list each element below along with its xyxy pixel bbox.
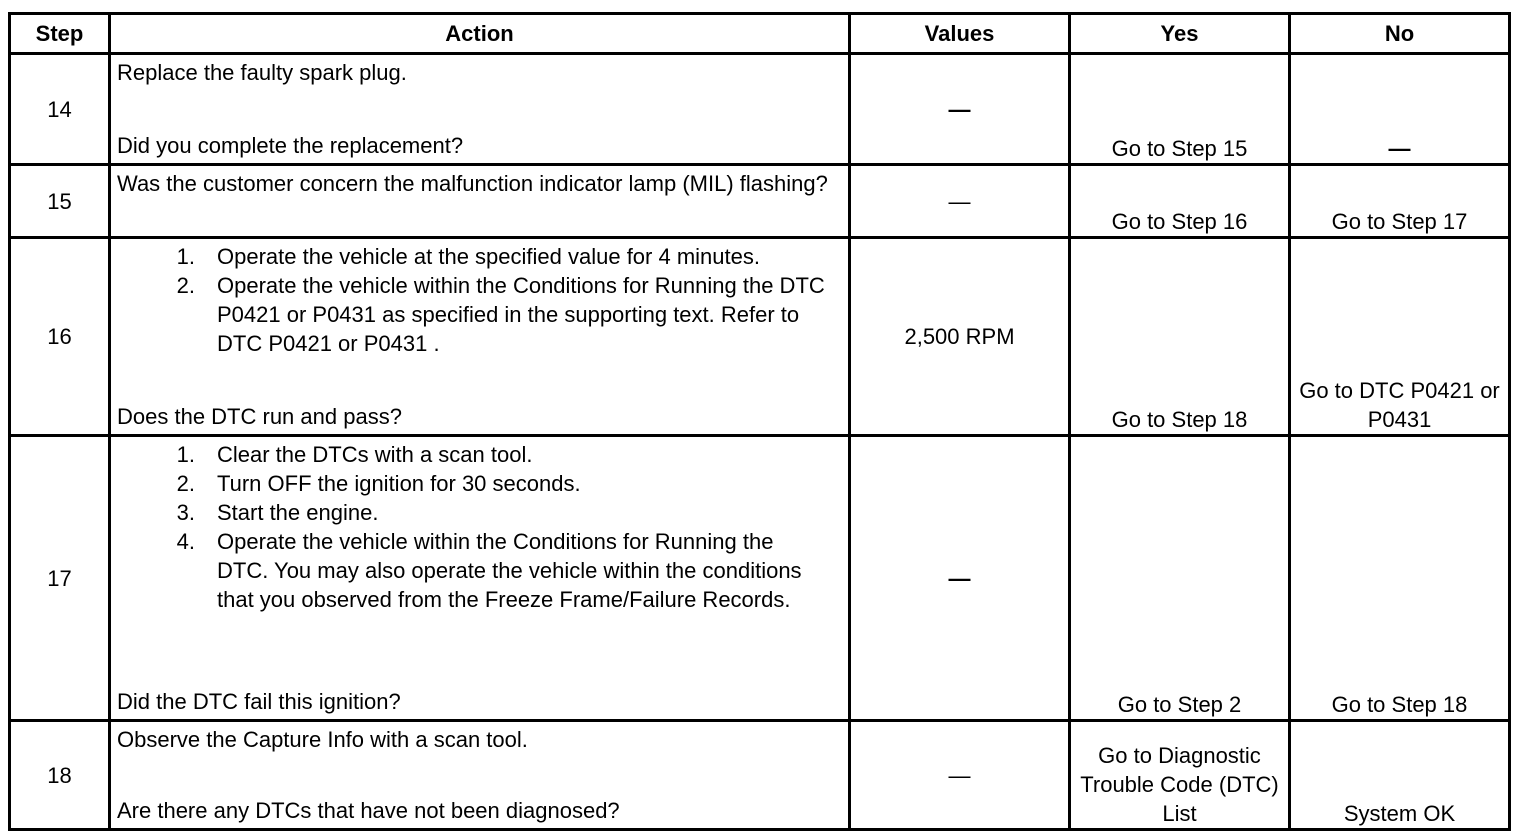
yes-cell: Go to Step 16 (1070, 165, 1290, 238)
header-action: Action (110, 14, 850, 54)
values-cell: 2,500 RPM (850, 238, 1070, 436)
item-number: 2. (176, 273, 195, 298)
values-cell: — (850, 436, 1070, 721)
action-text: Replace the faulty spark plug. (117, 60, 407, 85)
action-cell (110, 165, 850, 238)
header-row (10, 14, 1510, 54)
values-cell: — (850, 721, 1070, 830)
action-steps-list (117, 440, 842, 614)
step-number: 17 (10, 436, 110, 721)
action-cell (110, 436, 850, 721)
table-row (10, 238, 1510, 436)
list-item (117, 527, 842, 614)
yes-cell: Go to Step 18 (1070, 238, 1290, 436)
item-number: 1. (176, 244, 195, 269)
no-cell: Go to Step 17 (1290, 165, 1510, 238)
item-text: Operate the vehicle at the specified value for 4 minutes. (217, 244, 760, 269)
no-cell: — (1290, 54, 1510, 165)
item-number: 2. (176, 471, 195, 496)
step-number: 15 (10, 165, 110, 238)
header-yes: Yes (1070, 14, 1290, 54)
list-item (117, 440, 842, 469)
action-question: Does the DTC run and pass? (117, 404, 402, 429)
table-row (10, 436, 1510, 721)
item-text: Operate the vehicle within the Conditions for Running the DTC P0421 or P0431 as specified in the supporting text. Refer to DTC P0421 or P0431 . (217, 273, 825, 356)
table-row (10, 54, 1510, 165)
action-question: Are there any DTCs that have not been diagnosed? (117, 798, 620, 823)
item-number: 3. (176, 500, 195, 525)
list-item (117, 242, 842, 271)
values-cell: — (850, 54, 1070, 165)
yes-cell: Go to Diagnostic Trouble Code (DTC) List (1070, 721, 1290, 830)
no-cell: System OK (1290, 721, 1510, 830)
list-item (117, 271, 842, 358)
table-row (10, 721, 1510, 830)
action-cell (110, 721, 850, 830)
action-text: Was the customer concern the malfunction indicator lamp (MIL) flashing? (117, 171, 828, 196)
diagnostic-table (8, 12, 1511, 831)
action-question: Did the DTC fail this ignition? (117, 689, 401, 714)
action-text: Observe the Capture Info with a scan tool. (117, 727, 528, 752)
yes-cell: Go to Step 2 (1070, 436, 1290, 721)
values-cell: — (850, 165, 1070, 238)
item-number: 4. (176, 529, 195, 554)
item-text: Clear the DTCs with a scan tool. (217, 442, 533, 467)
header-no: No (1290, 14, 1510, 54)
no-cell: Go to DTC P0421 or P0431 (1290, 238, 1510, 436)
step-number: 14 (10, 54, 110, 165)
table-row (10, 165, 1510, 238)
list-item (117, 498, 842, 527)
action-steps-list (117, 242, 842, 358)
list-item (117, 469, 842, 498)
no-cell: Go to Step 18 (1290, 436, 1510, 721)
header-step: Step (10, 14, 110, 54)
item-number: 1. (176, 442, 195, 467)
action-cell (110, 54, 850, 165)
header-values: Values (850, 14, 1070, 54)
item-text: Operate the vehicle within the Conditions for Running the DTC. You may also operate the vehicle within the conditions that you observed from the Freeze Frame/Failure Records. (217, 529, 802, 612)
yes-cell: Go to Step 15 (1070, 54, 1290, 165)
step-number: 16 (10, 238, 110, 436)
action-cell (110, 238, 850, 436)
step-number: 18 (10, 721, 110, 830)
item-text: Turn OFF the ignition for 30 seconds. (217, 471, 581, 496)
action-question: Did you complete the replacement? (117, 133, 464, 158)
item-text: Start the engine. (217, 500, 379, 525)
